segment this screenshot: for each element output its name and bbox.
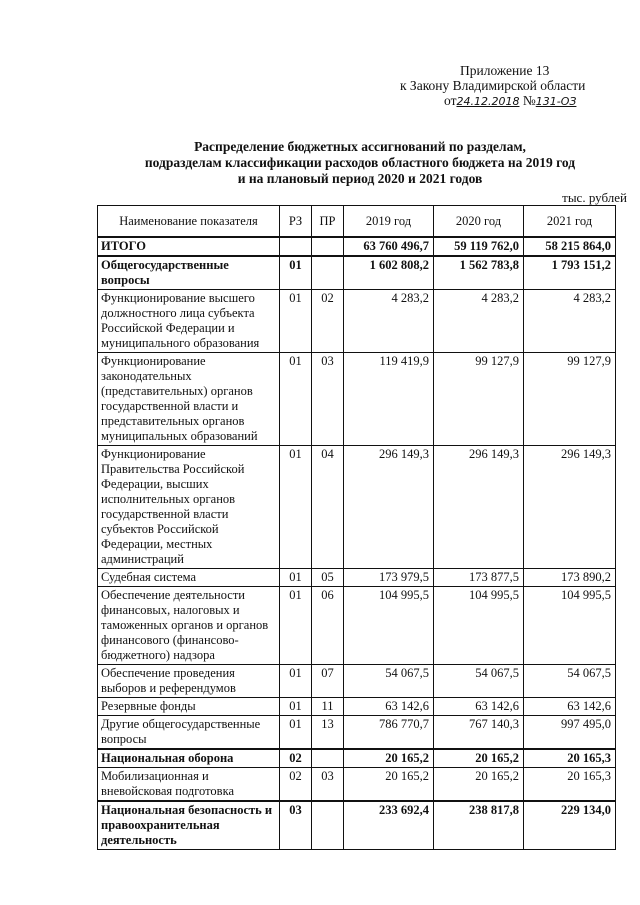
row-rz: 01	[280, 716, 312, 750]
row-pr	[312, 749, 344, 768]
row-rz: 02	[280, 768, 312, 802]
row-2020: 238 817,8	[434, 801, 524, 850]
row-name: Национальная оборона	[98, 749, 280, 768]
row-rz: 03	[280, 801, 312, 850]
row-rz: 01	[280, 256, 312, 290]
row-rz: 01	[280, 290, 312, 353]
row-pr: 07	[312, 665, 344, 698]
row-2019: 104 995,5	[344, 587, 434, 665]
appendix-header	[400, 63, 620, 109]
row-pr: 05	[312, 569, 344, 587]
document-title	[100, 139, 620, 187]
row-2019: 173 979,5	[344, 569, 434, 587]
row-2020: 59 119 762,0	[434, 237, 524, 256]
row-rz: 01	[280, 698, 312, 716]
row-2019: 119 419,9	[344, 353, 434, 446]
table-row-section	[98, 749, 616, 768]
header-2021: 2021 год	[524, 206, 616, 238]
table-row	[98, 587, 616, 665]
row-2020: 20 165,2	[434, 768, 524, 802]
row-pr: 11	[312, 698, 344, 716]
row-2021: 63 142,6	[524, 698, 616, 716]
table-row-total	[98, 237, 616, 256]
date-prefix: от	[444, 93, 457, 108]
appendix-law: к Закону Владимирской области	[400, 78, 586, 93]
row-2020: 104 995,5	[434, 587, 524, 665]
row-name: Функционирование Правительства Российской Федерации, высших исполнительных органов государственной власти субъектов Российской Федерации, местных администраций	[98, 446, 280, 569]
row-pr: 02	[312, 290, 344, 353]
row-rz: 02	[280, 749, 312, 768]
row-2019: 1 602 808,2	[344, 256, 434, 290]
row-name: Обеспечение проведения выборов и референдумов	[98, 665, 280, 698]
number-prefix: №	[522, 93, 536, 108]
appendix-date-line	[400, 93, 620, 109]
units-label: тыс. рублей	[562, 190, 627, 205]
row-2019: 233 692,4	[344, 801, 434, 850]
row-2020: 767 140,3	[434, 716, 524, 750]
table-row-section	[98, 801, 616, 850]
row-2019: 54 067,5	[344, 665, 434, 698]
row-pr: 03	[312, 768, 344, 802]
row-rz: 01	[280, 665, 312, 698]
row-2020: 173 877,5	[434, 569, 524, 587]
row-pr	[312, 801, 344, 850]
row-name: ИТОГО	[98, 237, 280, 256]
row-rz: 01	[280, 569, 312, 587]
row-2021: 104 995,5	[524, 587, 616, 665]
row-2019: 20 165,2	[344, 749, 434, 768]
header-2019: 2019 год	[344, 206, 434, 238]
table-row	[98, 665, 616, 698]
row-2021: 20 165,3	[524, 768, 616, 802]
appendix-title: Приложение 13	[460, 63, 550, 78]
table-row-section	[98, 256, 616, 290]
row-2020: 54 067,5	[434, 665, 524, 698]
table-row	[98, 569, 616, 587]
row-name: Судебная система	[98, 569, 280, 587]
row-2021: 58 215 864,0	[524, 237, 616, 256]
row-2021: 1 793 151,2	[524, 256, 616, 290]
row-2020: 99 127,9	[434, 353, 524, 446]
row-rz: 01	[280, 353, 312, 446]
table-row	[98, 353, 616, 446]
header-rz: РЗ	[280, 206, 312, 238]
table-row	[98, 768, 616, 802]
title-line-3: и на плановый период 2020 и 2021 годов	[237, 171, 483, 186]
title-line-2: подразделам классификации расходов областного бюджета на 2019 год	[144, 155, 576, 170]
header-name: Наименование показателя	[98, 206, 280, 238]
row-2021: 4 283,2	[524, 290, 616, 353]
table-row	[98, 698, 616, 716]
row-2019: 786 770,7	[344, 716, 434, 750]
row-2020: 1 562 783,8	[434, 256, 524, 290]
table-row	[98, 446, 616, 569]
row-name: Функционирование высшего должностного лица субъекта Российской Федерации и муниципального образования	[98, 290, 280, 353]
row-2021: 54 067,5	[524, 665, 616, 698]
row-name: Национальная безопасность и правоохранительная деятельность	[98, 801, 280, 850]
row-2021: 296 149,3	[524, 446, 616, 569]
row-pr: 13	[312, 716, 344, 750]
row-pr	[312, 256, 344, 290]
row-pr	[312, 237, 344, 256]
row-name: Общегосударственные вопросы	[98, 256, 280, 290]
table-row	[98, 716, 616, 750]
table-row	[98, 290, 616, 353]
handwritten-date: 24.12.2018	[456, 95, 520, 108]
row-2021: 997 495,0	[524, 716, 616, 750]
row-2021: 173 890,2	[524, 569, 616, 587]
row-2021: 229 134,0	[524, 801, 616, 850]
row-2019: 63 142,6	[344, 698, 434, 716]
table-header-row	[98, 206, 616, 238]
row-2019: 63 760 496,7	[344, 237, 434, 256]
header-pr: ПР	[312, 206, 344, 238]
title-line-1: Распределение бюджетных ассигнований по разделам,	[194, 139, 526, 154]
row-name: Другие общегосударственные вопросы	[98, 716, 280, 750]
row-2019: 20 165,2	[344, 768, 434, 802]
row-name: Обеспечение деятельности финансовых, налоговых и таможенных органов и органов финансового (финансово-бюджетного) надзора	[98, 587, 280, 665]
row-2019: 4 283,2	[344, 290, 434, 353]
row-2020: 63 142,6	[434, 698, 524, 716]
row-rz: 01	[280, 446, 312, 569]
handwritten-number: 131-ОЗ	[535, 95, 577, 108]
row-name: Мобилизационная и вневойсковая подготовка	[98, 768, 280, 802]
row-pr: 06	[312, 587, 344, 665]
row-2020: 4 283,2	[434, 290, 524, 353]
row-name: Резервные фонды	[98, 698, 280, 716]
row-name: Функционирование законодательных (представительных) органов государственной власти и представительных органов муниципальных образований	[98, 353, 280, 446]
header-2020: 2020 год	[434, 206, 524, 238]
row-2019: 296 149,3	[344, 446, 434, 569]
row-rz	[280, 237, 312, 256]
row-2021: 20 165,3	[524, 749, 616, 768]
row-pr: 04	[312, 446, 344, 569]
row-rz: 01	[280, 587, 312, 665]
budget-table	[97, 205, 616, 850]
row-2020: 296 149,3	[434, 446, 524, 569]
row-2020: 20 165,2	[434, 749, 524, 768]
row-2021: 99 127,9	[524, 353, 616, 446]
row-pr: 03	[312, 353, 344, 446]
